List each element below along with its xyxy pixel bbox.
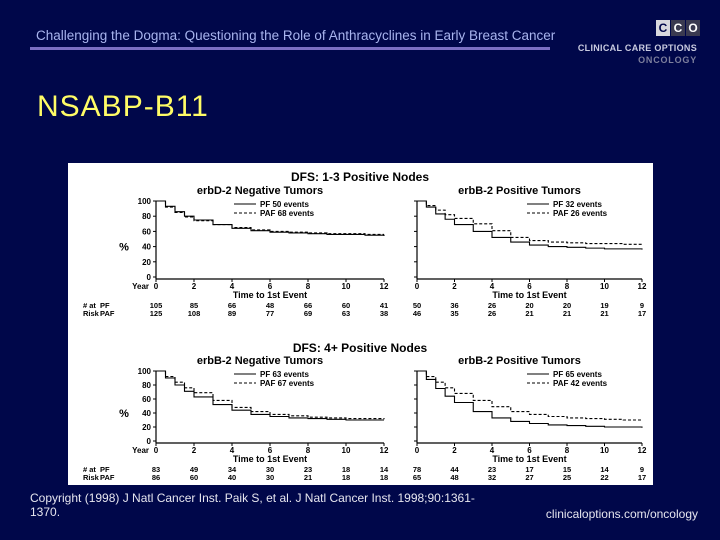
y-tick-label: 60 [142, 395, 151, 404]
y-tick-label: 100 [137, 367, 151, 376]
risk-label: # at [83, 301, 96, 310]
risk-value: 63 [341, 309, 351, 318]
x-tick-label: 2 [191, 282, 197, 291]
risk-label: Risk [83, 309, 99, 318]
x-tick-label: 10 [600, 282, 609, 291]
risk-value: 9 [639, 301, 645, 310]
x-tick-label: 10 [341, 446, 351, 455]
y-tick-label: 0 [146, 437, 151, 446]
risk-value: 48 [450, 473, 459, 482]
x-tick-label: 0 [153, 282, 159, 291]
y-tick-label: 20 [142, 257, 151, 267]
risk-label: # at [83, 465, 96, 474]
logo-letter: O [686, 20, 700, 36]
risk-value: 46 [412, 309, 422, 318]
y-tick-label: 80 [142, 212, 151, 222]
header-title: Challenging the Dogma: Questioning the Role of Anthracyclines in Early Breast Cancer [36, 28, 556, 43]
x-tick-label: 2 [452, 282, 457, 291]
header-divider [30, 47, 550, 50]
logo-subtitle: ONCOLOGY [638, 55, 697, 65]
legend-entry: PF 65 events [553, 370, 602, 379]
x-axis-label: Time to 1st Event [232, 290, 308, 300]
logo-mark [656, 20, 701, 37]
risk-value: 14 [379, 465, 389, 474]
risk-value: 65 [412, 473, 422, 482]
risk-value: 15 [562, 465, 572, 474]
risk-value: 30 [265, 473, 275, 482]
risk-value: 41 [379, 301, 389, 310]
risk-value: 83 [151, 465, 161, 474]
site-url: clinicaloptions.com/oncology [545, 507, 698, 521]
copyright-credit: Copyright (1998) J Natl Cancer Inst. Paik S, et al. J Natl Cancer Inst. 1998;90:1361-1370. [30, 491, 475, 519]
risk-value: 34 [227, 465, 237, 474]
risk-value: 17 [525, 465, 534, 474]
risk-value: 17 [637, 309, 647, 318]
risk-value: 66 [303, 301, 313, 310]
risk-label: Risk [83, 473, 99, 482]
risk-value: 86 [151, 473, 161, 482]
panel-title: erbB-2 Positive Tumors [458, 185, 581, 197]
x-tick-label: 12 [379, 446, 389, 455]
risk-value: 105 [149, 301, 163, 310]
legend-entry: PAF 26 events [553, 209, 608, 218]
risk-value: 30 [265, 465, 275, 474]
logo-letter: C [671, 20, 685, 36]
risk-value: 20 [562, 301, 572, 310]
risk-value: 19 [600, 301, 609, 310]
y-axis-label: % [119, 241, 129, 254]
x-tick-label: 2 [452, 446, 457, 455]
x-tick-label: 8 [305, 282, 311, 291]
year-label: Year [132, 282, 149, 291]
risk-value: 14 [600, 465, 609, 474]
panel-title: erbD-2 Negative Tumors [196, 185, 324, 197]
x-axis-label: Time to 1st Event [232, 454, 308, 464]
x-tick-label: 2 [191, 446, 197, 455]
figure-canvas [68, 163, 653, 485]
risk-value: 60 [341, 301, 351, 310]
risk-value: 26 [487, 301, 497, 310]
x-tick-label: 4 [489, 282, 495, 291]
x-tick-label: 6 [527, 282, 532, 291]
risk-value: 60 [189, 473, 199, 482]
x-tick-label: 8 [564, 282, 570, 291]
risk-value: 125 [149, 309, 163, 318]
x-tick-label: 12 [637, 446, 647, 455]
kaplan-meier-figure [68, 163, 653, 485]
x-tick-label: 10 [600, 446, 609, 455]
logo-letter: C [656, 20, 670, 36]
risk-value: 27 [525, 473, 534, 482]
risk-value: 23 [303, 465, 313, 474]
risk-value: 25 [562, 473, 572, 482]
panel-title: erbB-2 Negative Tumors [196, 355, 324, 367]
risk-value: 78 [412, 465, 422, 474]
risk-value: 38 [379, 309, 389, 318]
risk-value: 50 [412, 301, 422, 310]
logo-wordmark: CLINICAL CARE OPTIONS [577, 43, 697, 53]
legend-entry: PF 63 events [260, 370, 309, 379]
x-tick-label: 10 [341, 282, 351, 291]
legend-entry: PAF 68 events [260, 209, 315, 218]
risk-value: 40 [227, 473, 237, 482]
risk-value: 23 [487, 465, 497, 474]
risk-value: 108 [187, 309, 201, 318]
x-tick-label: 6 [267, 446, 273, 455]
y-tick-label: 20 [142, 423, 151, 432]
x-tick-label: 8 [564, 446, 570, 455]
x-tick-label: 8 [305, 446, 311, 455]
clinical-care-options-logo [560, 18, 700, 68]
risk-value: 77 [265, 309, 275, 318]
risk-value: 85 [189, 301, 199, 310]
y-tick-label: 60 [142, 227, 151, 237]
risk-value: 22 [600, 473, 609, 482]
section-heading: DFS: 1-3 Positive Nodes [290, 170, 430, 184]
km-curve-pf [417, 201, 642, 250]
risk-value: 18 [341, 465, 351, 474]
y-tick-label: 40 [142, 409, 151, 418]
risk-value: 20 [525, 301, 534, 310]
risk-value: 21 [525, 309, 534, 318]
risk-value: 89 [227, 309, 237, 318]
risk-value: 18 [379, 473, 389, 482]
y-axis-label: % [119, 408, 129, 420]
x-axis-label: Time to 1st Event [492, 290, 567, 300]
y-tick-label: 80 [142, 381, 151, 390]
risk-arm-label: PF [100, 465, 110, 474]
legend-entry: PAF 42 events [553, 379, 608, 388]
x-tick-label: 12 [637, 282, 647, 291]
legend-entry: PAF 67 events [260, 379, 315, 388]
risk-value: 21 [562, 309, 572, 318]
risk-value: 26 [487, 309, 497, 318]
x-tick-label: 0 [153, 446, 159, 455]
risk-value: 18 [341, 473, 351, 482]
x-tick-label: 0 [414, 282, 420, 291]
km-curve-paf [417, 201, 642, 244]
risk-value: 48 [265, 301, 275, 310]
risk-value: 66 [227, 301, 237, 310]
risk-value: 21 [303, 473, 313, 482]
section-heading: DFS: 4+ Positive Nodes [292, 341, 428, 355]
year-label: Year [132, 446, 149, 455]
legend-entry: PF 50 events [260, 200, 309, 209]
x-tick-label: 6 [267, 282, 273, 291]
x-tick-label: 4 [229, 446, 235, 455]
risk-value: 32 [487, 473, 497, 482]
slide-title: NSABP-B11 [37, 90, 209, 123]
y-tick-label: 0 [146, 273, 151, 282]
x-tick-label: 0 [414, 446, 420, 455]
panel-title: erbB-2 Positive Tumors [458, 355, 581, 367]
risk-value: 49 [189, 465, 199, 474]
x-tick-label: 4 [229, 282, 235, 291]
km-curve-pf [417, 371, 642, 428]
x-tick-label: 4 [489, 446, 495, 455]
risk-arm-label: PAF [100, 473, 115, 482]
risk-value: 44 [450, 465, 459, 474]
risk-value: 17 [637, 473, 647, 482]
risk-value: 21 [600, 309, 609, 318]
risk-value: 9 [639, 465, 645, 474]
y-tick-label: 40 [142, 242, 151, 252]
x-tick-label: 12 [379, 282, 389, 291]
km-curve-paf [417, 371, 642, 420]
x-axis-label: Time to 1st Event [492, 454, 567, 464]
risk-value: 35 [450, 309, 459, 318]
risk-arm-label: PAF [100, 309, 115, 318]
risk-value: 36 [450, 301, 459, 310]
risk-arm-label: PF [100, 301, 110, 310]
legend-entry: PF 32 events [553, 200, 602, 209]
x-tick-label: 6 [527, 446, 532, 455]
risk-value: 69 [303, 309, 313, 318]
y-tick-label: 100 [137, 197, 151, 206]
